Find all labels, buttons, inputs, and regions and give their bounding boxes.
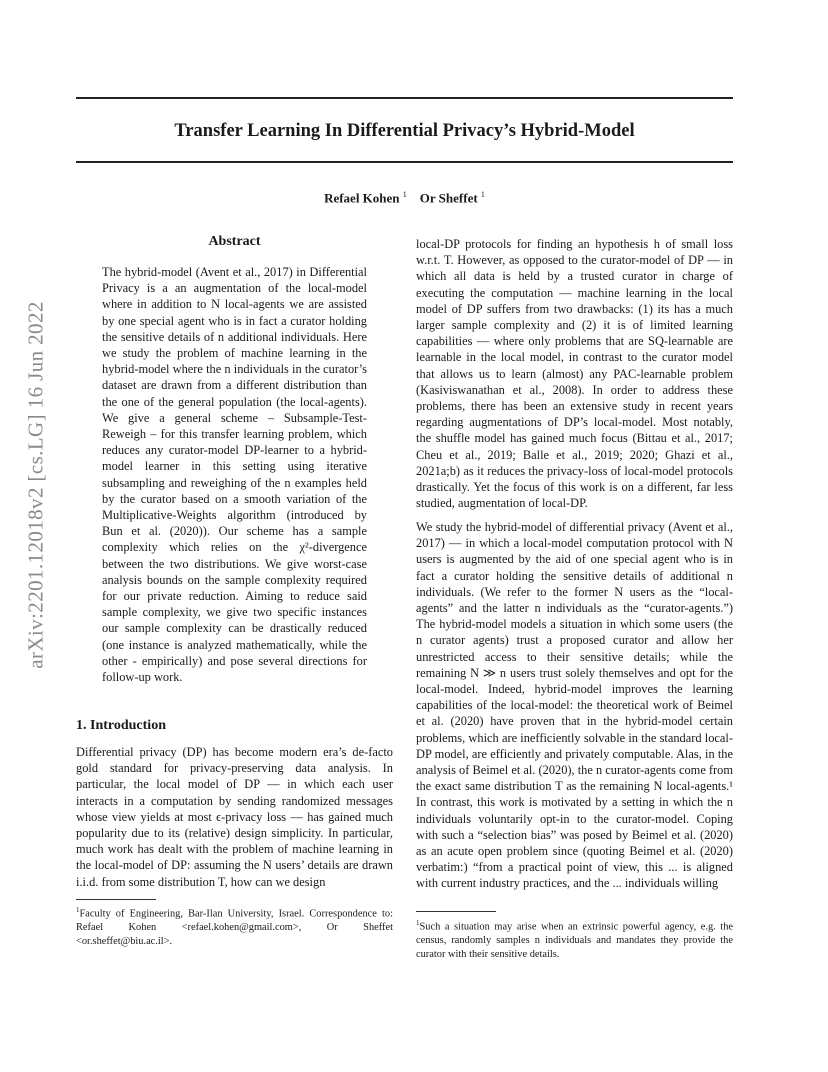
author-list xyxy=(76,190,733,206)
footnote-text: Such a situation may arise when an extrinsic powerful agency, e.g. the census, randomly samples n individuals and mandates they provide the curator with their sensitive details. xyxy=(416,921,733,960)
abstract-heading: Abstract xyxy=(208,234,261,249)
title-bottom-rule xyxy=(76,161,733,163)
author-name: Or Sheffet xyxy=(419,190,478,206)
affiliation-footnote xyxy=(76,904,393,948)
author-name: Refael Kohen xyxy=(324,190,400,206)
affiliation-mark: 1 xyxy=(402,190,407,199)
paragraph-text: Differential privacy (DP) has become modern era’s de-facto gold standard for privacy-preserving data analysis. In particular, the local model of DP — in which each user interacts in a computation by sending randomized messages whose view yields at most ϵ-privacy loss — has gained much popularity due to its (relative) design simplicity. In particular, much work has dealt with the problem of machine learning in the local-model of DP: assuming the N users’ details are drawn i.i.d. from some distribution T, how can we design xyxy=(76,745,393,889)
paper-title: Transfer Learning In Differential Privacy’s Hybrid-Model xyxy=(174,121,635,141)
arxiv-sidebar xyxy=(18,290,54,680)
arxiv-identifier: arXiv:2201.12018v2 [cs.LG] 16 Jun 2022 xyxy=(23,301,48,669)
footnote-mark: 1 xyxy=(416,919,420,927)
section-heading: 1. Introduction xyxy=(76,718,166,733)
paragraph-text: We study the hybrid-model of differential privacy (Avent et al., 2017) — in which a local-model computation protocol with N users is augmented by the aid of one special agent who is in fact a curator holding the sensitive details of additional n individuals. (We refer to the former N users as the “local-agents” and the latter n individuals as the “curator-agents.”) The hybrid-model models a situation in which some users (the n curator agents) trust a proposed curator and allow her unrestricted access to their sensitive details; while the remaining N ≫ n users trust solely themselves and opt for the local-model. Indeed, hybrid-model improves the learning capabilities of the local-model: the theoretical work of Beimel et al. (2020) have proven that in the hybrid-model certain problems, which are inefficiently solvable in the standard local-DP model, are efficiently and privately computable. Alas, in the analysis of Beimel et al. (2020), the n curator-agents come from the exact same distribution T as the remaining N local-agents.¹ In contrast, this work is motivated by a setting in which the n individuals voluntarily opt-in to the curator-model. Coping with such a “selection bias” was posed by Beimel et al. (2020) as an acute open problem since (quoting Beimel et al. (2020) verbatim:) “from a practical point of view, this ... is aligned with current industry practices, and the ... individuals willing xyxy=(416,520,733,891)
affiliation-mark: 1 xyxy=(480,190,485,199)
intro-paragraph-1 xyxy=(76,744,393,890)
paragraph-text: local-DP protocols for finding an hypothesis h of small loss w.r.t. T. However, as opposed to the curator-model of DP — in which all data is held by a trusted curator in charge of executing the computation — machine learning in the local model of DP suffers from two drawbacks: (1) its has a much larger sample complexity and (2) it is of limited learning capabilities — where only problems that are SQ-learnable are learnable in the local model, in contrast to the curator model that allows us to learn (almost) any PAC-learnable problem (Kasiviswanathan et al., 2008). In order to address these problems, there has been an extensive study in recent years regarding augmentations of DP’s local-model. Most notably, the shuffle model has gained much focus (Bittau et al., 2017; Cheu et al., 2019; Balle et al., 2019; 2020; Ghazi et al., 2021a;b) as it reduces the privacy-loss of local-model protocols drastically. Yet the focus of this work is on a different, far less studied, augmentation of local-DP. xyxy=(416,237,733,511)
footnote-mark: 1 xyxy=(76,906,80,914)
footnote-text: Faculty of Engineering, Bar-Ilan University, Israel. Correspondence to: Refael Kohen <refael.kohen@gmail.com>, Or Sheffet <or.sheffet@biu.ac.il>. xyxy=(76,908,393,947)
footnote-rule xyxy=(416,911,496,912)
footnote-rule xyxy=(76,899,156,900)
selection-footnote xyxy=(416,917,733,961)
abstract-text xyxy=(102,264,367,685)
intro-paragraph-3 xyxy=(416,519,733,892)
abstract-paragraph: The hybrid-model (Avent et al., 2017) in Differential Privacy is a an augmentation of the local-model where in addition to N local-agents we are assisted by one special agent who is in fact a curator holding the sensitive details of n additional individuals. Here we study the problem of machine learning in the hybrid-model where the n individuals in the curator’s dataset are drawn from a different distribution than the one of the general population (the local-agents). We give a general scheme – Subsample-Test-Reweigh – for this transfer learning problem, which reduces any curator-model DP-learner to a hybrid-model learner in this setting using iterative subsampling and reweighing of the n examples held by the curator based on a smooth variation of the Multiplicative-Weights algorithm (introduced by Bun et al. (2020)). Our scheme has a sample complexity which relies on the χ²-divergence between the two distributions. We give worst-case analysis bounds on the sample complexity required for our private reduction. Aiming to reduce said sample complexity, we give two specific instances our sample complexity can be drastically reduced (one instance is analyzed mathematically, while the other - empirically) and pose several directions for follow-up work. xyxy=(102,265,367,685)
top-rule xyxy=(76,97,733,99)
intro-paragraph-2 xyxy=(416,236,733,511)
